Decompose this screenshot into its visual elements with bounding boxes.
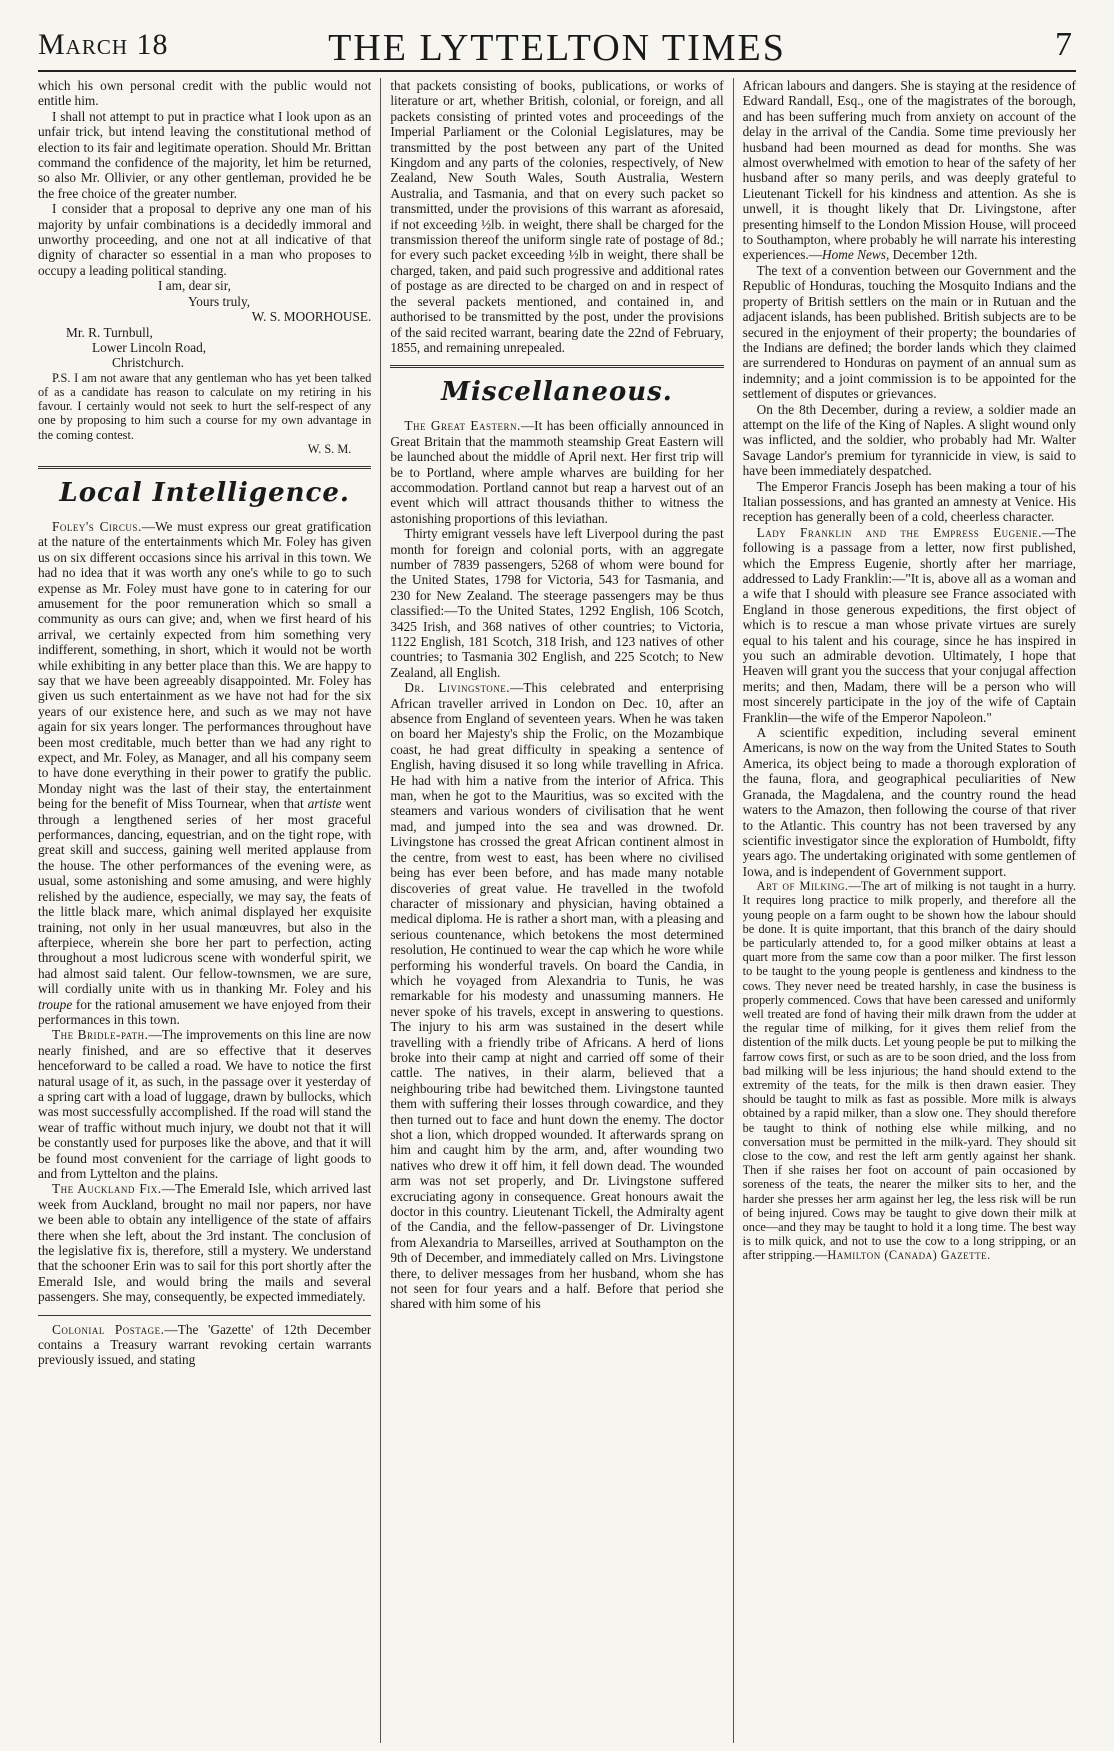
article-heading: Colonial Postage. bbox=[52, 1321, 165, 1337]
page-number: 7 bbox=[1055, 26, 1072, 63]
article-text: —The Emerald Isle, which arrived last week from Auckland, brought no mail nor papers, nor have we been able to obtain any intelligence of the state of affairs there when she left, about the 3rd instant. The conclusion of the legislative fix is, therefore, still a mystery. We understand that the schooner Erin was to sail for this port shortly after the Emerald Isle, and would bring the mails and several passengers. She may, consequently, be expected immediately. bbox=[38, 1181, 372, 1305]
section-divider bbox=[38, 466, 371, 469]
article-dr-livingstone-continued bbox=[743, 78, 1076, 263]
article-text: —We must express our great gratification at the nature of the entertainments which Mr. Foley has given us on six different occasions since his arrival in this town. We had no idea that it was worth any one's while to go to such expense as Mr. Foley must have gone to in catering for our amusement for the poor remuneration which so small a community as ours can give; and, when we first heard of his arrival, we certainly expected from him something very indifferent, something, in short, which it would not be worth while exhibiting in any better place than this. We are happy to say that we have been agreeably disappointed. Mr. Foley has given us such entertainment as we have not had for the six years of our existence here, and such as we may not have again for six years longer. The performances throughout have been most creditable, much better than we had any right to expect, and Mr. Foley, as Manager, and all his company seem to have done everything in their power to gratify the public. Monday night was the last of their stay, the entertainment being for the benefit of Miss Tournear, when that bbox=[38, 518, 372, 812]
letter-initials: W. S. M. bbox=[307, 441, 352, 456]
letter-addressee: Lower Lincoln Road, bbox=[92, 339, 207, 355]
masthead bbox=[38, 0, 1076, 72]
article-king-of-naples: On the 8th December, during a review, a soldier made an attempt on the life of the King of Naples. A slight wound only was inflicted, and the soldier, who probably had Mr. Walter Savage Landor's premium for tyrannicide in view, is said to have been immediately despatched. bbox=[742, 401, 1076, 479]
letter-closing: Yours truly, bbox=[188, 293, 251, 309]
article-text: for the rational amusement we have enjoyed from their performances in this town. bbox=[38, 996, 372, 1027]
article-text: , December 12th. bbox=[885, 247, 978, 263]
letter-addressee: Mr. R. Turnbull, bbox=[66, 324, 153, 340]
issue-date: March 18 bbox=[38, 28, 169, 61]
article-honduras-convention: The text of a convention between our Government and the Republic of Honduras, touching the Mosquito Indians and the property of British settlers on the main or in Rutuan and the adjacent islands, has been published. British subjects are to be secured in the enjoyment of their property; the boundaries of the Indians are defined; the border lands which they claimed are surrendered to Honduras on payment of an annual sum as indemnity; and a joint commission is to be appointed for the settlement of disputes or grievances. bbox=[742, 262, 1076, 402]
letter-signature: W. S. MOORHOUSE. bbox=[251, 309, 372, 325]
article-text-italic: troupe bbox=[38, 996, 73, 1012]
article-text: —The art of milking is not taught in a hurry. It requires long practice to milk properly, and therefore all the young people on a farm ought to be shown how the labour should be done. It is quite important, that this branch of the dairy should be particularly attended to, for a good milker obtains at least a quart more from the same cow than a poor milker. The first lesson to be taught to the young people is gentleness and kindness to the cows. They never need be treated harshly, in case the business is properly commenced. Cows that have been caressed and uniformly well treated are fond of having their milk drawn from the udder at the regular time of milking, for it gives them relief from the distention of the milk ducts. Let young people be put to milking the farrow cows first, or such as are to be soon dried, and the loss from bad milking will be less injurious; the hand should extend to the extremity of the teats, for the milk is then drawn easier. They should be taught to milk as fast as possible. More milk is always obtained by a rapid milker, than a slow one. They should therefore be taught to think of nothing else while milking, and no conversation must be permitted in the milk-yard. They should sit close to the cow, and rest the left arm gently against her shank. Then if she raises her foot on account of pain occasioned by soreness of the teats, the nearer the milker sits to her, and the harder she presses her arm against her leg, the less risk will be run of being injured. Cows may be taught to give down their milk at once—and they may be taught to hold it a long time. The best way is to milk quick, and not to use the cow to a long stripping, or an after stripping.— bbox=[742, 879, 1076, 1263]
columns bbox=[38, 78, 1076, 1743]
letter-paragraph: I shall not attempt to put in practice what I look upon as an unfair trick, but intend leaving the constitutional method of election to its fair and legitimate operation. Should Mr. Brittan command the confidence of the majority, let him be returned, so also Mr. Ollivier, or any other gentleman, provided he be the free choice of the greater number. bbox=[38, 108, 372, 201]
article-text: —The 'Gazette' of 12th December contains a Treasury warrant revoking certain warrants previously issued, and stating bbox=[38, 1321, 372, 1368]
article-heading: The Auckland Fix. bbox=[52, 1181, 162, 1197]
article-emigrant-vessels: Thirty emigrant vessels have left Liverpool during the past month for foreign and colonial ports, with an aggregate number of 7839 passengers, 5268 of whom were bound for the United States, 1798 for Victoria, 543 for Tasmania, and 230 for New Zealand. The steerage passengers may be thus classified:—To the United States, 1292 English, 106 Scotch, 3425 Irish, and 368 natives of other countries; to Victoria, 1122 English, 181 Scotch, 318 Irish, and 123 natives of other countries; to Tasmania 302 English, and 225 Scotch; to New Zealand, all English. bbox=[390, 526, 724, 680]
article-text: —This celebrated and enterprising African traveller arrived in London on Dec. 10, after an absence from England of seventeen years. When he was taken on board her Majesty's ship the Frolic, on the Mozambique coast, he had great difficulty in speaking a sentence of English, having disused it so long while travelling in Africa. He had with him a native from the interior of Africa. This man, when he got to the Mauritius, was so excited with the steamers and various wonders of civilisation that he went mad, and jumped into the sea and was drowned. Dr. Livingstone has crossed the great African continent almost in the centre, from west to east, has been where no civilised being has ever been before, and has made many notable discoveries of great value. He travelled in the twofold character of missionary and physician, having obtained a medical diploma. He is rather a short man, with a pleasing and serious countenance, which betokens the most determined resolution, He continued to wear the cap which he wore while performing his wonderful travels. On board the Candia, in which he voyaged from Alexandria to Tunis, he was remarkable for his modesty and unassuming manners. He never spoke of his travels, except in answering to questions. The injury to his arm was sustained in the desert while travelling with a friendly tribe of Africans. A herd of lions broke into their camp at night and carried off some of their cattle. The natives, in their alarm, believed that a neighbouring tribe had bewitched them. Livingstone taunted them with suffering their losses through cowardice, and they then turned out to face and hunt down the enemy. The doctor shot a lion, which dropped wounded. It afterwards sprang on him and caught him by the arm, and, after wounding two natives who drew it off him, it fell down dead. The wounded arm was not set properly, and Dr. Livingstone suffered excruciating agony in consequence. Great honours await the doctor in this country. Lieutenant Tickell, the Admiralty agent of the Candia, and the fellow-passenger of Dr. Livingstone from Alexandria to Marseilles, arrived at Southampton on the 9th of December, and immediately called on Mrs. Livingstone there, to deliver messages from her husband, whom she has not seen for four years and a half. Before that period she shared with him some of his bbox=[390, 680, 724, 1312]
letter-paragraph: which his own personal credit with the public would not entitle him. bbox=[38, 78, 372, 109]
article-text: —The improvements on this line are now nearly finished, and are so effective that it deserves henceforward to be called a road. We have to notice the first natural usage of it, as such, in the passage over it yesterday of a spring cart with a load of luggage, drawn by bullocks, which was most successfully accomplished. If the road will stand the wear of traffic without much injury, we doubt not that it will be constantly used for purposes like the above, and that it will be found most convenient for the carriage of light goods to and from Lyttelton and the plains. bbox=[38, 1027, 372, 1181]
letter-paragraph: I consider that a proposal to deprive any one man of his majority by unfair combinations is a decidedly immoral and unworthy proceeding, and one not at all indicative of that dignity of character so essential in a man who proposes to occupy a leading political standing. bbox=[38, 201, 372, 278]
section-title-miscellaneous: Miscellaneous. bbox=[441, 377, 673, 408]
article-heading: Dr. Livingstone. bbox=[404, 680, 511, 696]
article-bridle-path bbox=[38, 1027, 371, 1181]
article-auckland-fix bbox=[38, 1181, 371, 1304]
article-text-italic: artiste bbox=[307, 796, 342, 812]
article-divider bbox=[38, 1315, 371, 1316]
article-source: Home News bbox=[822, 247, 886, 263]
column-rule bbox=[380, 78, 381, 1743]
column-2 bbox=[390, 78, 723, 1743]
letter-postscript: P.S. I am not aware that any gentleman who has yet been talked of as a candidate has reason to calculate on my retiring in his favour. I certainly would not seek to hurt the self-respect of any one by proposing to him such a course for my own advantage in the coming contest. bbox=[38, 370, 372, 442]
newspaper-title: THE LYTTELTON TIMES bbox=[328, 27, 786, 69]
article-heading: Lady Franklin and the Empress Eugenie. bbox=[756, 524, 1043, 540]
article-great-eastern bbox=[390, 418, 723, 526]
article-text: went through a lengthened series of her most graceful performances, dancing, equestrian, and on the tight rope, with great skill and success, gaining well merited applause from the house. The other performances of the evening were, as usual, some astonishing and some amusing, and were highly relished by the audience, especially, we may say, the feats of the little black mare, which animal displayed her exquisite training, not only in her usual manœuvres, but also in the afterpiece, wherein she bore her part to perfection, acting throughout a most ludicrous scene with wonderful spirit, we had almost said talent. Our fellow-townsmen, we are sure, will cordially unite with us in thanking Mr. Foley and his bbox=[38, 796, 372, 997]
article-source: Hamilton (Canada) Gazette. bbox=[827, 1248, 991, 1263]
article-foley-circus bbox=[38, 519, 371, 1027]
letter-closing: I am, dear sir, bbox=[158, 278, 231, 294]
article-emperor-francis-joseph: The Emperor Francis Joseph has been making a tour of his Italian possessions, and has granted an amnesty at Venice. His reception has generally been of a cold, cheerless character. bbox=[742, 478, 1076, 525]
article-colonial-postage bbox=[38, 1322, 371, 1368]
column-1 bbox=[38, 78, 371, 1743]
article-text: African labours and dangers. She is staying at the residence of Edward Randall, Esq., one of the magistrates of the borough, and has been suffering much from anxiety on account of the delay in the arrival of the Candia. Some time previously her husband had been mourned as dead for months. She was almost overwhelmed with emotion to hear of the safety of her husband after so many perils, and was deeply grateful to Lieutenant Tickell for his kindness and attention. As she is unwell, it is thought likely that Dr. Livingstone, after presenting himself to the London Mission House, will proceed to Southampton, where probably he will narrate his interesting experiences.— bbox=[742, 78, 1076, 263]
article-heading: Art of Milking. bbox=[756, 879, 849, 894]
article-heading: The Great Eastern. bbox=[404, 418, 521, 434]
article-lady-franklin bbox=[743, 525, 1076, 725]
article-text: —It has been officially announced in Great Britain that the mammoth steamship Great Eastern will be launched about the middle of April next. Her first trip will be to Portland, where ample wharves are building for her accommodation. Portland cannot but reap a harvest out of an event which will attract thousands thither to witness the astonishing proportions of this leviathan. bbox=[390, 418, 724, 526]
article-text: —The following is a passage from a letter, now first published, which the Empress Eugenie, shortly after her marriage, addressed to Lady Franklin:—"It is, above all as a woman and a wife that I should with pleasure see France associated with England in those generous expeditions, the first object of which is to rescue a man whose private virtues are surely equal to his talent and his courage, since he has inspired in you such an admirable devotion. Ultimately, I hope that Heaven will grant you the success that your conjugal affection merits; and then, Madam, there will be a person who will most sincerely participate in the joy of the wife of Captain Franklin—the wife of the Emperor Napoleon." bbox=[742, 524, 1076, 725]
article-heading: The Bridle-path. bbox=[52, 1027, 149, 1043]
column-rule bbox=[733, 78, 734, 1743]
letter-addressee: Christchurch. bbox=[112, 355, 185, 371]
article-scientific-expedition: A scientific expedition, including several eminent Americans, is now on the way from the United States to South America, its object being to made a thorough exploration of the fauna, flora, and geographical peculiarities of New Granada, the Magdalena, and the country round the head waters to the Amazon, then following the course of that river to the Atlantic. This country has not been traversed by any scientific investigator since the exploration of Humboldt, fifty years ago. The undertaking originated with some gentlemen of Iowa, and is independent of Government support. bbox=[742, 725, 1076, 879]
article-dr-livingstone bbox=[390, 680, 723, 1312]
article-heading: Foley's Circus. bbox=[52, 518, 142, 534]
article-art-of-milking bbox=[743, 879, 1076, 1262]
column-3 bbox=[743, 78, 1076, 1743]
article-colonial-postage-continued: that packets consisting of books, publications, or works of literature or art, whether British, colonial, or foreign, and all packets consisting of printed votes and proceedings of the Imperial Parliament or the Colonial Legislatures, may be transmitted by the post between any part of the United Kingdom and any parts of the colonies, respectively, of New Zealand, New South Wales, South Australia, Western Australia, and Tasmania, and that on every such packet so transmitted, under the provisions of this warrant as aforesaid, if not exceeding ½lb. in weight, there shall be charged for the transmission thereof the uniform single rate of postage of 8d.; for every such packet exceeding ½lb in weight, there shall be charged, taken, and paid such progressive and additional rates of postage as are directed to be charged on and in respect of the several packets mentioned, and contained in, and authorised to be transmitted by the post, under the provisions of the said recited warrant, bearing date the 22nd of February, 1855, and remaining unrepealed. bbox=[390, 78, 724, 355]
section-title-local: Local Intelligence. bbox=[59, 477, 350, 508]
section-divider bbox=[390, 365, 723, 368]
